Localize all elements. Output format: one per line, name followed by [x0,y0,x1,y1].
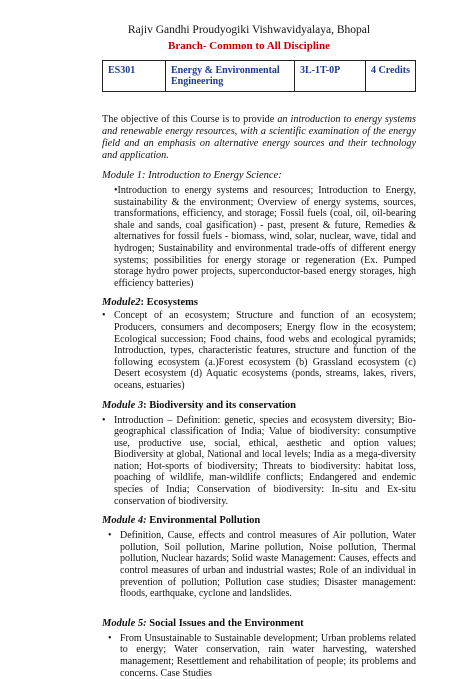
module-4-body [102,530,416,600]
module-2-body [102,310,416,391]
objective-italic: an introduction to energy systems and renewable energy resources, with a scientific examination of the energy field and an emphasis on alternative energy sources and their technology and application. [102,114,416,161]
course-objective [102,114,416,162]
course-code: ES301 [103,61,166,92]
module-2-text: Concept of an ecosystem; Structure and function of an ecosystem; Producers, consumers and decomposers; Energy flow in the ecosystem; Ecological succession; Food chains, food webs and ecological pyramids; Introduction, types, characteristic features, structure and function of the following ecosystem (a.)Forest ecosystem (b) Grassland ecosystem (c) Desert ecosystem (d) Aquatic ecosystems (ponds, streams, lakes, rivers, oceans, estuaries) [114,310,416,391]
module-1-title: Module 1: Introduction to Energy Science: [102,170,282,181]
course-table [102,60,416,92]
objective-lead: The objective of this Course is to provide [102,114,278,125]
module-4-title: Module 4: Environmental Pollution [102,515,261,527]
course-name: Energy & Environmental Engineering [166,61,295,92]
module-5-title: Module 5: Social Issues and the Environment [102,617,304,629]
module-1-body [102,185,416,289]
syllabus-page [0,24,474,679]
module-3-title: Module 3: Biodiversity and its conservation [102,399,296,411]
module-5-body [102,633,416,679]
branch-header: Branch- Common to All Discipline [168,40,330,52]
module-4-text: Definition, Cause, effects and control measures of Air pollution, Water pollution, Soil pollution, Marine pollution, Noise pollution, Thermal pollution, Nuclear hazards; Solid waste Management: Causes, effects and control measures of urban and industrial wastes; Role of an individual in prevention of pollution; Pollution case studies; Disaster management: floods, earthquake, cyclone and landslides. [120,530,416,600]
module-1-text: Introduction to energy systems and resources; Introduction to Energy, sustainability & the environment; Overview of energy systems, sources, transformations, efficiency, and storage; Fossil fuels (coal, oil, oil-bearing shale and sands, coal gasification) - past, present & future, Remedies & alternatives for fossil fuels - biomass, wind, solar, nuclear, wave, tidal and hydrogen; Sustainability and environmental trade-offs of different energy systems; possibilities for energy storage or regeneration (Ex. Pumped storage hydro power projects, superconductor-based energy storages, high efficiency batteries) [114,185,416,289]
bullet: • [102,310,106,322]
module-2-title: Module2: Ecosystems [102,297,198,309]
bullet: • [102,414,106,426]
course-ltp: 3L-1T-0P [295,61,366,92]
university-header: Rajiv Gandhi Proudyogiki Vishwavidyalaya, Bhopal [127,24,371,36]
course-row [103,61,416,92]
bullet: • [114,185,118,196]
bullet: • [108,530,112,542]
module-3-text: Introduction – Definition: genetic, species and ecosystem diversity; Bio-geographical classification of India; Value of biodiversity: consumptive use, productive use, social, ethical, aesthetic and option values; Biodiversity at global, National and local levels; India as a mega-diversity nation; Hot-sports of biodiversity; Threats to biodiversity: habitat loss, poaching of wildlife, man-wildlife conflicts; Endangered and endemic species of India; Conservation of biodiversity: In-situ and Ex-situ conservation of biodiversity. [114,414,416,507]
course-credits: 4 Credits [366,61,416,92]
bullet: • [108,632,112,644]
module-3-body [102,415,416,508]
module-5-text: From Unsustainable to Sustainable development; Urban problems related to energy; Water conservation, rain water harvesting, watershed management; Resettlement and rehabilitation of people; its problems and concerns. Case Studies [120,632,416,679]
